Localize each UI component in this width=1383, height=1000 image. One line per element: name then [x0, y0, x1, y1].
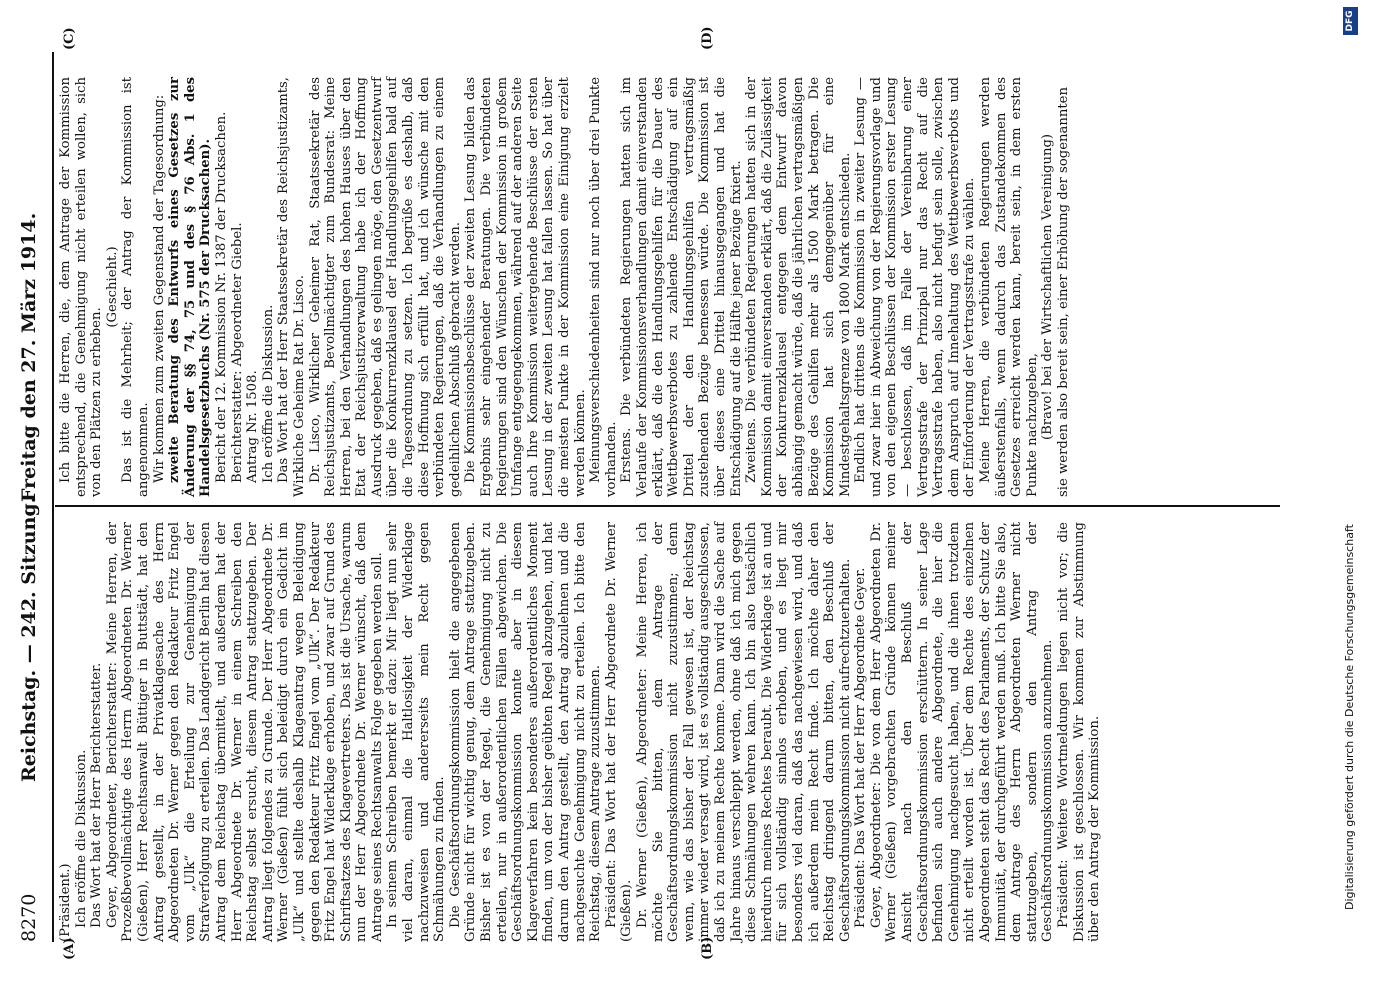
paragraph: Die Geschäftsordnungskommission hielt die angegebenen Gründe nicht für wichtig genug, dem Antrage stattzugeben. Bisher ist es von der Regel, die Genehmigung nicht zu erteilen, nur in außerordentlichen Fällen abgewichen. Die Geschäftsordnungskommission konnte aber in diesem Klageverfahren kein besonderes außerordentliches Moment finden, um von der bisher geübten Regel abzugehen, und hat darum den Antrag gestellt, den Antrag abzulehnen und die nachgesuchte Genehmigung nicht zu erteilen. Ich bitte den Reichstag, diesem Antrage zuzustimmen. [447, 522, 604, 942]
left-running-title: Reichstag. — 242. Sitzung. [18, 496, 40, 782]
header-rule [52, 52, 54, 942]
right-column [58, 77, 1072, 497]
paragraph: Präsident: Das Wort hat der Herr Abgeordnete Geyer. [853, 567, 869, 928]
page-number: 8270 [18, 893, 40, 942]
paragraph: Endlich hat drittens die Kommission in zweiter Lesung — und zwar hier in Abweichung von der Regierungsvorlage und von den eigenen Beschlüssen der Kommission erster Lesung — beschlossen, daß im Falle der Vereinbarung einer Vertragsstrafe der Prinzipal nur das Recht auf die Vertragsstrafe haben, also nicht befugt sein solle, zwischen dem Anspruch auf Innehaltung des Wettbewerbsverbots und der Einforderung der Vertragsstrafe zu wählen. [853, 77, 978, 497]
paragraph: sie werden also bereit sein, einer Erhöhung der sogenannten [1056, 87, 1071, 497]
paragraph: Antrag Nr. 1508. [245, 370, 261, 483]
paragraph: (Bravo! bei der Wirtschaftlichen Vereinigung) [1040, 133, 1056, 441]
margin-marker-a: (A) [62, 937, 77, 960]
paragraph: Geyer, Abgeordneter: Die von dem Herr Abgeordneten Dr. Werner (Gießen) vorgebrachten Gründe können meiner Ansicht nach den Beschluß der Geschäftsordnungskommission erschüttern. In seiner Lage befinden sich auch andere Abgeordnete, die hier die Genehmigung nachgesucht haben, und die ihnen trotzdem nicht erteilt worden ist. Über dem Rechte des einzelnen Abgeordneten steht das Recht des Parlaments, der Schutz der Immunität, der durchgeführt werden muß. Ich bitte Sie also, dem Antrage des Herrn Abgeordneten Werner nicht stattzugeben, sondern den Antrag der Geschäftsordnungskommission anzunehmen. [868, 522, 1056, 942]
margin-marker-d: (D) [700, 26, 715, 50]
right-running-title: Freitag den 27. März 1914. [18, 212, 40, 502]
page-header [18, 52, 44, 942]
digitization-note: Digitalisierung gefördert durch die Deutsche Forschungsgemeinschaft [1343, 524, 1356, 910]
paragraph: Ich bitte die Herren, die, dem Antrage der Kommission entsprechend, die Genehmigung nicht erteilen wollen, sich von den Plätzen zu erheben. [58, 77, 105, 497]
paragraph: Das ist die Mehrheit; der Antrag der Kommission ist angenommen. [120, 77, 151, 497]
paragraph: Das Wort hat der Herr Berichterstatter. [89, 662, 105, 928]
paragraph: Zweitens. Die verbündeten Regierungen hatten sich in der Kommission damit einverstanden erklärt, daß die Zulässigkeit der Konkurrenzklausel entgegen dem Entwurf davon abhängig gemacht würde, daß die jährlichen vertragsmäßigen Bezüge des Gehilfen mehr als 1500 Mark betragen. Die Kommission hat sich demgegenüber für eine Mindestgehaltsgrenze von 1800 Mark entschieden. [744, 77, 853, 497]
paragraph: Präsident: Das Wort hat der Herr Abgeordnete Dr. Werner (Gießen). [603, 522, 635, 942]
paragraph: In seinem Schreiben bemerkt er dazu: Mir liegt nun sehr viel daran, einmal die Haltlosigkeit der Widerklage nachzuweisen und andererseits mein Recht gegen Schmähungen zu finden. [385, 522, 448, 942]
paragraph: Ich eröffne die Diskussion. [73, 749, 89, 928]
paragraph: Meinungsverschiedenheiten sind nur noch über drei Punkte vorhanden. [588, 77, 619, 497]
paragraph: Die Kommissionsbeschlüsse der zweiten Lesung bilden das Ergebnis sehr eingehender Beratungen. Die verbündeten Regierungen sind den Wünschen der Kommission in großem Umfange entgegengekommen, während auf der anderen Seite auch Ihre Kommission weitergehende Beschlüsse der ersten Lesung in der zweiten Lesung hat fallen lassen. So hat über die meisten Punkte in der Kommission eine Einigung erzielt werden können. [463, 77, 588, 497]
paragraph: (Geschieht.) [104, 246, 120, 328]
paragraph: Wir kommen zum zweiten Gegenstand der Tagesordnung: [151, 94, 167, 483]
paragraph: Ich eröffne die Diskussion. [260, 304, 276, 483]
paragraph: Dr. Lisco, Wirklicher Geheimer Rat, Staatssekretär des Reichsjustizamts, Bevollmächtigter zum Bundesrat: Meine Herren, bei den Verhandlungen des hohen Hauses über den Etat der Reichsjustizverwaltung habe ich der Hoffnung Ausdruck gegeben, daß es gelingen möge, den Gesetzentwurf über die Konkurrenzklausel der Handlungsgehilfen bald auf die Tagesordnung zu setzen. Ich begrüße es deshalb, daß diese Hoffnung sich erfüllt hat, und ich wünsche mit den verbündeten Regierungen, daß die Verhandlungen zu einem gedeihlichen Abschluß gebracht werden. [307, 77, 463, 497]
paragraph: Meine Herren, die verbündeten Regierungen werden äußerstenfalls, wenn dadurch das Zustandekommen des Gesetzes erreicht werden kann, bereit sein, in dem ersten Punkte nachzugeben, [978, 77, 1040, 497]
left-column [58, 522, 1103, 942]
margin-marker-c: (C) [62, 27, 77, 50]
paragraph: Berichterstatter: Abgeordneter Giebel. [229, 222, 245, 483]
column-separator [55, 505, 1280, 507]
margin-marker-b: (B) [700, 936, 715, 960]
dfg-logo: DFG [1343, 7, 1358, 35]
paragraph: Erstens. Die verbündeten Regierungen hatten sich im Verlaufe der Kommissionsverhandlungen damit einverstanden erklärt, daß die den Handlungsgehilfen für die Dauer des Wettbewerbsverbotes zu zahlende Entschädigung auf ein Drittel der den Handlungsgehilfen vertragsmäßig zustehenden Bezüge bemessen würde. Die Kommission ist über dieses eine Drittel hinausgegangen und hat die Entschädigung auf die Hälfte jener Bezüge fixiert. [619, 77, 744, 497]
paragraph: Bericht der 12. Kommission Nr. 1387 der Drucksachen. [213, 111, 229, 483]
paragraph: Dr. Werner (Gießen), Abgeordneter: Meine Herren, ich möchte Sie bitten, dem Antrage der Geschäftsordnungskommission nicht zuzustimmen; denn wenn, wie das bisher der Fall gewesen ist, der Reichstag immer wieder versagt wird, ist es vollständig ausgeschlossen, daß ich zu meinem Rechte komme. Dann wird die Sache auf Jahre hinaus verschleppt werden, ohne daß ich mich gegen diese Schmähungen wehren kann. Ich bin also tatsächlich hierdurch meines Rechtes beraubt. Die Widerklage ist an und für sich vollständig sinnlos erhoben, und es liegt mir besonders viel daran, daß das nachgewiesen wird, und daß ich außerdem mein Recht finde. Ich möchte daher den Reichstag dringend darum bitten, den Beschluß der Geschäftsordnungskommission nicht aufrechtzuerhalten. [634, 522, 853, 942]
paragraph: zweite Beratung des Entwurfs eines Gesetzes zur Änderung der §§ 74, 75 und des § 76 Abs. 1 des Handelsgesetzbuchs (Nr. 575 der Drucksachen). [167, 77, 214, 497]
paragraph: Präsident: Weitere Wortmeldungen liegen nicht vor; die Diskussion ist geschlossen. Wir kommen zur Abstimmung über den Antrag der Kommission. [1056, 522, 1103, 942]
paragraph: Das Wort hat der Herr Staatssekretär des Reichsjustizamts, Wirkliche Geheime Rat Dr. Lisco. [276, 77, 307, 497]
paragraph: Geyer, Abgeordneter, Berichterstatter: Meine Herren, der Prozeßbevollmächtigte des Herrn Abgeordneten Dr. Werner (Gießen), Herr Rechtsanwalt Büttiger in Buttstädt, hat den Antrag gestellt, in der Privatklagesache des Herrn Abgeordneten Dr. Werner gegen den Redakteur Fritz Engel vom „Ulk“ die Erteilung zur Genehmigung der Strafverfolgung zu erteilen. Das Landgericht Berlin hat diesen Antrag dem Reichstag übermittelt, und außerdem hat der Herr Abgeordnete Dr. Werner in einem Schreiben den Reichstag selbst ersucht, diesem Antrag stattzugeben. Der Antrag liegt folgendes zu Grunde. Der Herr Abgeordnete Dr. Werner (Gießen) fühlt sich beleidigt durch ein Gedicht im „Ulk“ und stellte deshalb Klageantrag wegen Beleidigung gegen den Redakteur Fritz Engel vom „Ulk“. Der Redakteur Fritz Engel hat Widerklage erhoben, und zwar auf Grund des Schriftsatzes des Klagevertreters. Das ist die Ursache, warum nun der Herr Abgeordnete Dr. Werner wünscht, daß dem Antrage seines Rechtsanwalts Folge gegeben werden soll. [104, 522, 385, 942]
paragraph: (Präsident.) [58, 863, 73, 942]
